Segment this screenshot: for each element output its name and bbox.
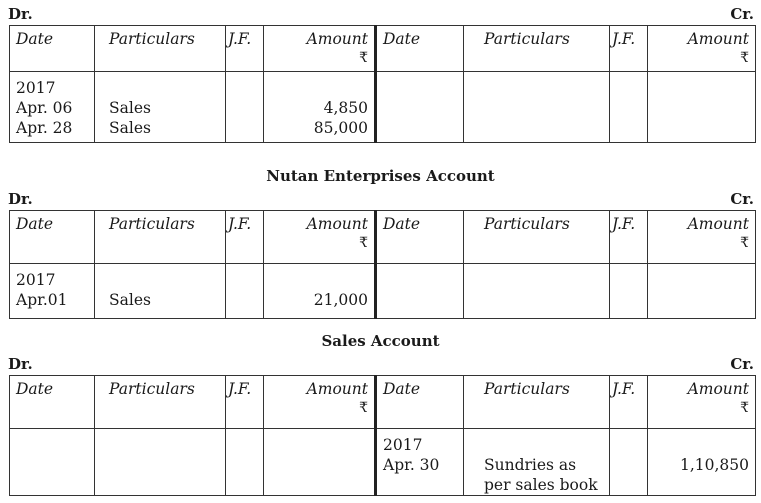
- debit-label: Dr.: [8, 355, 33, 373]
- debit-jf: [226, 264, 264, 319]
- col-jf: J.F.: [226, 211, 264, 264]
- ledger-body-row: [10, 72, 756, 143]
- col-amount: Amount ₹: [264, 211, 376, 264]
- account-title: Sales Account: [321, 332, 440, 350]
- debit-label: Dr.: [8, 190, 33, 208]
- credit-label: Cr.: [730, 355, 754, 373]
- rupee-symbol: ₹: [740, 50, 749, 66]
- col-date: Date: [10, 376, 95, 429]
- dr-cr-header-3: [8, 355, 754, 373]
- col-date: Date: [376, 26, 464, 72]
- col-date: Date: [10, 26, 95, 72]
- credit-amounts: 1,10,850: [648, 429, 756, 496]
- debit-jf: [226, 429, 264, 496]
- col-particulars: Particulars: [95, 376, 226, 429]
- debit-amounts: 21,000: [264, 264, 376, 319]
- dr-cr-header-2: [8, 190, 754, 208]
- credit-dates: [376, 72, 464, 143]
- debit-dates: [10, 429, 95, 496]
- credit-amounts: [648, 264, 756, 319]
- col-particulars: Particulars: [464, 376, 610, 429]
- debit-amounts: [264, 429, 376, 496]
- debit-amounts: 4,850 85,000: [264, 72, 376, 143]
- debit-particulars: Sales Sales: [95, 72, 226, 143]
- col-particulars: Particulars: [464, 211, 610, 264]
- debit-particulars: [95, 429, 226, 496]
- credit-particulars: [464, 72, 610, 143]
- col-amount: Amount ₹: [648, 376, 756, 429]
- col-date: Date: [376, 376, 464, 429]
- debit-label: Dr.: [8, 5, 33, 23]
- col-date: Date: [10, 211, 95, 264]
- col-jf: J.F.: [610, 376, 648, 429]
- ledger-header-row: [10, 211, 756, 264]
- dr-cr-header-1: [8, 5, 754, 23]
- ledger-body-row: [10, 264, 756, 319]
- credit-jf: [610, 72, 648, 143]
- col-jf: J.F.: [610, 211, 648, 264]
- ledger-table-3: [9, 375, 756, 496]
- rupee-symbol: ₹: [359, 50, 368, 66]
- credit-particulars: [464, 264, 610, 319]
- debit-particulars: Sales: [95, 264, 226, 319]
- ledger-table-2: [9, 210, 756, 319]
- ledger-body-row: [10, 429, 756, 496]
- debit-dates: 2017 Apr. 06 Apr. 28: [10, 72, 95, 143]
- col-amount: Amount ₹: [648, 211, 756, 264]
- credit-amounts: [648, 72, 756, 143]
- col-jf: J.F.: [610, 26, 648, 72]
- col-amount: Amount ₹: [264, 376, 376, 429]
- col-date: Date: [376, 211, 464, 264]
- credit-jf: [610, 429, 648, 496]
- credit-particulars: Sundries as per sales book: [464, 429, 610, 496]
- debit-jf: [226, 72, 264, 143]
- col-particulars: Particulars: [95, 26, 226, 72]
- rupee-symbol: ₹: [740, 400, 749, 416]
- rupee-symbol: ₹: [740, 235, 749, 251]
- col-particulars: Particulars: [95, 211, 226, 264]
- credit-label: Cr.: [730, 190, 754, 208]
- credit-label: Cr.: [730, 5, 754, 23]
- debit-dates: 2017 Apr.01: [10, 264, 95, 319]
- ledger-header-row: [10, 26, 756, 72]
- credit-dates: 2017 Apr. 30: [376, 429, 464, 496]
- ledger-table-1: [9, 25, 756, 143]
- account-title: Nutan Enterprises Account: [266, 167, 495, 185]
- rupee-symbol: ₹: [359, 235, 368, 251]
- col-amount: Amount ₹: [264, 26, 376, 72]
- rupee-symbol: ₹: [359, 400, 368, 416]
- credit-jf: [610, 264, 648, 319]
- ledger-header-row: [10, 376, 756, 429]
- col-jf: J.F.: [226, 376, 264, 429]
- credit-dates: [376, 264, 464, 319]
- col-amount: Amount ₹: [648, 26, 756, 72]
- col-particulars: Particulars: [464, 26, 610, 72]
- col-jf: J.F.: [226, 26, 264, 72]
